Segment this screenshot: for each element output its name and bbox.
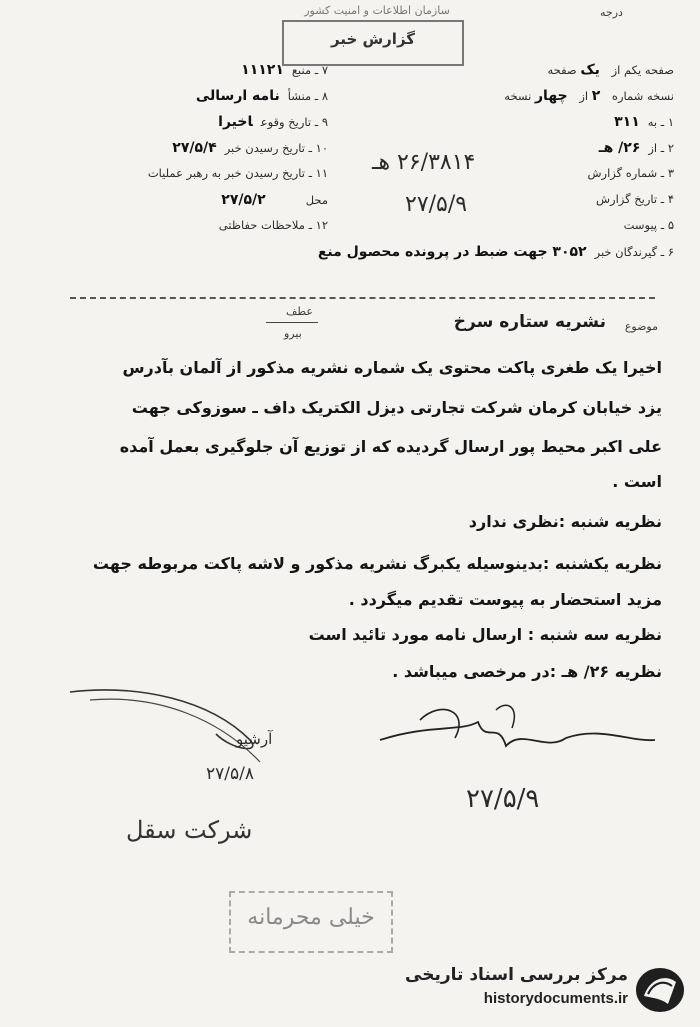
left-signature-stroke <box>90 699 260 762</box>
page-of-field: صفحه یکم از یک صفحه <box>547 62 674 78</box>
biro-label: بیرو <box>284 327 302 340</box>
corner-label: درجه <box>600 6 623 19</box>
left-date: ۲۷/۵/۸ <box>206 764 254 784</box>
report-number-field: ۳ ـ شماره گزارش <box>587 166 674 180</box>
from-field: ۲ ـ از۲۶/ هـ <box>598 140 674 156</box>
separator-line <box>70 297 655 299</box>
top-stamp: سازمان اطلاعات و امنیت کشور <box>304 4 450 17</box>
right-signature-hook <box>496 705 514 728</box>
location-field: محل۲۷/۵/۲ <box>221 192 328 208</box>
opinion-saturday: نظریه شنبه :نظری ندارد <box>468 512 662 531</box>
event-date-field: ۹ ـ تاریخ وقوعاخیرا <box>218 114 328 130</box>
classification-stamp-text: خیلی محرمانه <box>247 905 375 930</box>
right-date: ۲۷/۵/۹ <box>466 784 540 814</box>
footer-org-name: مرکز بررسی اسناد تاریخی <box>405 965 628 985</box>
right-signature-loop <box>420 710 459 738</box>
origin-field: ۸ ـ منشأنامه ارسالی <box>195 88 328 104</box>
body-line-3: علی اکبر محیط پور ارسال گردیده که از توزیع آن جلوگیری بعمل آمده <box>119 437 662 456</box>
opinion-sunday: نظریه یکشنبه :بدینوسیله یکبرگ نشریه مذکور و لاشه پاکت مربوطه جهت <box>92 554 662 573</box>
handwritten-report-date: ۲۷/۵/۹ <box>405 192 468 217</box>
handwritten-report-number: ۲۶/۳۸۱۴ هـ <box>372 150 476 175</box>
opinion-sunday-cont: مزید استحضار به پیوست تقدیم میگردد . <box>348 590 662 609</box>
left-note: آرشیو <box>236 730 273 748</box>
atf-divider <box>266 322 318 323</box>
report-date-field: ۴ ـ تاریخ گزارش <box>595 192 674 206</box>
atf-label: عطف <box>286 305 313 318</box>
opinion-tuesday: نظریه سه شنبه : ارسال نامه مورد تائید است <box>308 625 662 644</box>
signature-scribbles <box>0 680 700 880</box>
to-field: ۱ ـ به۳۱۱ <box>614 114 674 130</box>
body-line-1: اخیرا یک طغری پاکت محتوی یک شماره نشریه مذکور از آلمان بآدرس <box>122 358 662 377</box>
bottom-handwritten-note: شرکت سقل <box>126 816 253 844</box>
left-signature-curve <box>70 690 253 749</box>
recipients-field: ۶ ـ گیرندگان خبر۳۰۵۲ جهت ضبط در پرونده محصول منع <box>317 244 674 260</box>
subject-value: نشریه ستاره سرخ <box>453 312 606 332</box>
body-line-2: یزد خیابان کرمان شرکت تجارتی دیزل الکتریک داف ـ سوزوکی جهت <box>131 398 662 417</box>
footer-logo-icon <box>632 964 688 1016</box>
ops-arrival-date-field: ۱۱ ـ تاریخ رسیدن خبر به رهبر عملیات <box>147 166 328 180</box>
attachment-field: ۵ ـ پیوست <box>623 218 674 232</box>
opinion-26: نظریه ۲۶/ هـ :در مرخصی میباشد . <box>392 662 662 681</box>
source-field: ۷ ـ منبع۱۱۱۲۱ <box>241 62 328 78</box>
right-signature <box>380 722 655 746</box>
news-arrival-date-field: ۱۰ ـ تاریخ رسیدن خبر۲۷/۵/۴ <box>172 140 328 156</box>
footer-url: historydocuments.ir <box>483 990 628 1007</box>
security-notes-field: ۱۲ ـ ملاحظات حفاظتی <box>218 218 328 232</box>
report-title: گزارش خبر <box>330 30 416 48</box>
body-line-4: است . <box>612 472 662 491</box>
subject-label: موضوع <box>624 320 658 333</box>
copy-number-field: نسخه شماره ۲ از چهار نسخه <box>504 88 674 104</box>
